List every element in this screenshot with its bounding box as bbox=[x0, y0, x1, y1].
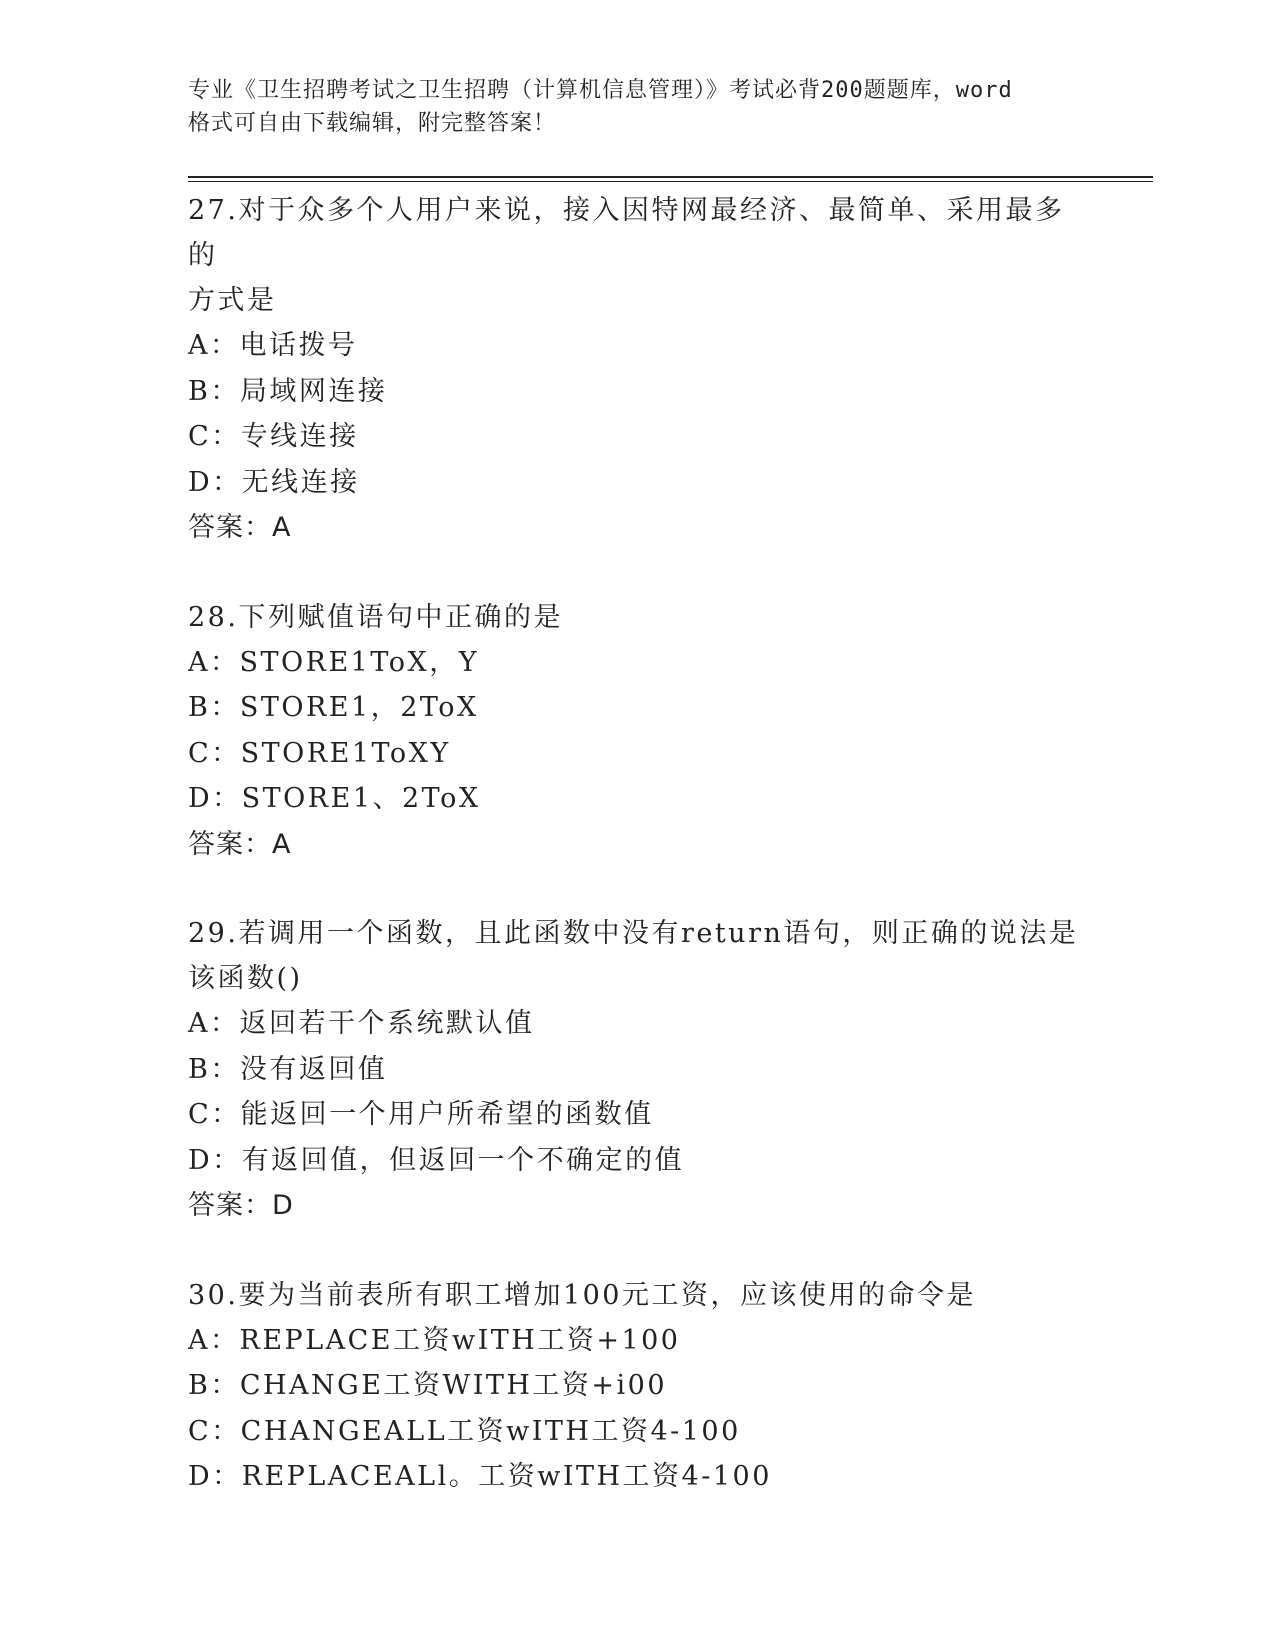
option-c: C：能返回一个用户所希望的函数值 bbox=[188, 1099, 654, 1130]
header-line-1: 专业《卫生招聘考试之卫生招聘（计算机信息管理）》考试必背200题题库，word bbox=[188, 78, 1013, 103]
option-b: B：局域网连接 bbox=[188, 375, 388, 407]
answer-line: 答案：A bbox=[188, 512, 292, 543]
option-d: D：STORE1、2ToX bbox=[188, 783, 481, 814]
option-b: B：STORE1，2ToX bbox=[188, 692, 479, 723]
option-a: A：REPLACE工资wITH工资+100 bbox=[188, 1324, 681, 1356]
question-text-line: 27.对于众多个人用户来说，接入因特网最经济、最简单、采用最多的 bbox=[188, 195, 1065, 271]
question-29 bbox=[188, 911, 1088, 1229]
question-text-line: 该函数() bbox=[188, 963, 303, 994]
question-28 bbox=[188, 595, 1088, 868]
answer-line: 答案：A bbox=[188, 828, 292, 860]
option-c: C：CHANGEALL工资wITH工资4-100 bbox=[188, 1415, 741, 1447]
question-text-line: 29.若调用一个函数，且此函数中没有return语句，则正确的说法是 bbox=[188, 918, 1079, 949]
option-d: D：无线连接 bbox=[188, 466, 360, 498]
question-30 bbox=[188, 1273, 1088, 1500]
option-d: D：有返回值，但返回一个不确定的值 bbox=[188, 1144, 685, 1176]
option-a: A：电话拨号 bbox=[188, 330, 358, 361]
question-27 bbox=[188, 188, 1088, 551]
question-text-line: 方式是 bbox=[188, 285, 277, 316]
question-text-line: 30.要为当前表所有职工增加100元工资，应该使用的命令是 bbox=[188, 1279, 976, 1311]
header-divider-thin bbox=[188, 181, 1153, 182]
option-a: A：STORE1ToX，Y bbox=[188, 646, 480, 678]
answer-line: 答案：D bbox=[188, 1190, 294, 1221]
option-c: C：STORE1ToXY bbox=[188, 737, 451, 769]
option-d: D：REPLACEALl。工资wITH工资4-100 bbox=[188, 1461, 772, 1492]
question-text-line: 28.下列赋值语句中正确的是 bbox=[188, 601, 563, 633]
header-divider-thick bbox=[188, 176, 1153, 178]
option-b: B：没有返回值 bbox=[188, 1053, 388, 1085]
option-c: C：专线连接 bbox=[188, 421, 359, 452]
option-a: A：返回若干个系统默认值 bbox=[188, 1008, 535, 1039]
document-header bbox=[188, 74, 1088, 140]
option-b: B：CHANGE工资WITH工资+i00 bbox=[188, 1370, 668, 1401]
header-line-2: 格式可自由下载编辑，附完整答案！ bbox=[188, 111, 557, 136]
question-list bbox=[188, 188, 1088, 1544]
